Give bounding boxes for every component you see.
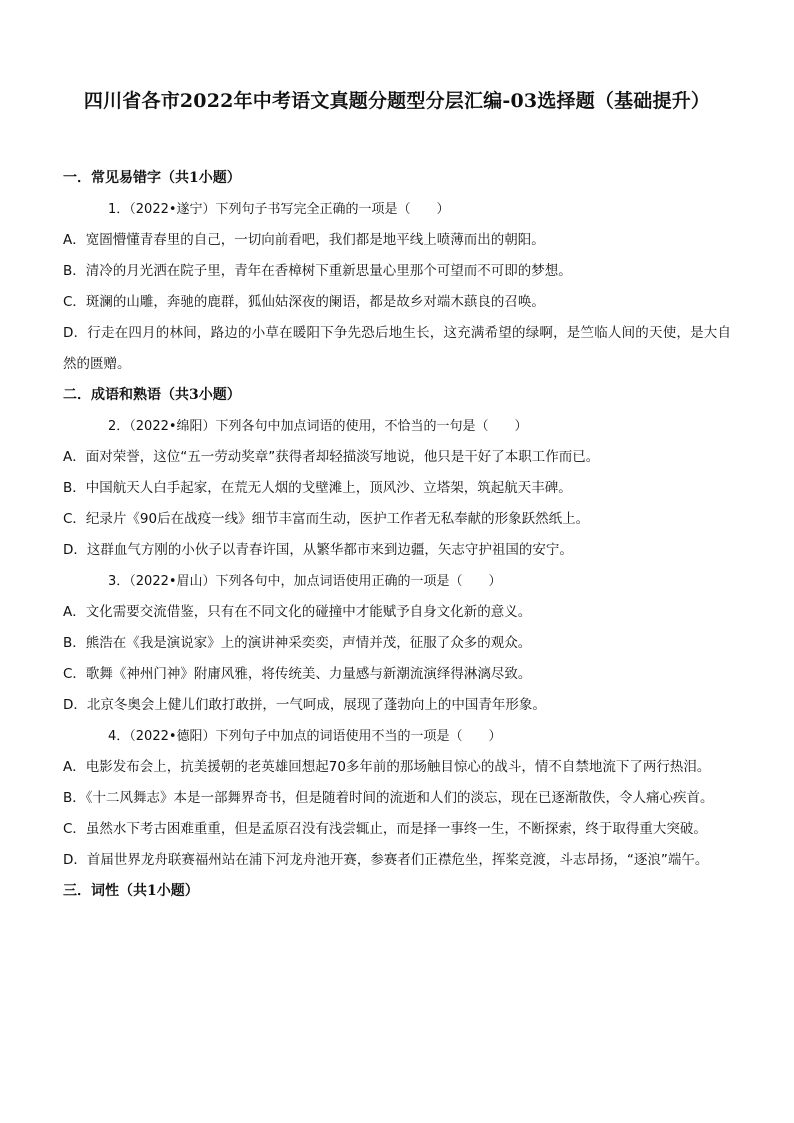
option-2-c: C．纪录片《90后在战疫一线》细节丰富而生动，医护工作者无私奉献的形象跃然纸上。 xyxy=(63,511,590,527)
option-3-b: B．熊浩在《我是演说家》上的演讲神采奕奕，声情并茂，征服了众多的观众。 xyxy=(63,635,532,651)
option-4-b: B．《十二风舞志》本是一部舞界奇书，但是随着时间的流逝和人们的淡忘，现在已逐渐散佚，令人痛心疾首。 xyxy=(63,790,714,806)
option-3-d: D．北京冬奥会上健儿们敢打敢拼，一气呵成，展现了蓬勃向上的中国青年形象。 xyxy=(63,697,546,713)
section-heading-3: 三．词性（共1小题） xyxy=(63,883,199,899)
option-4-d: D．首届世界龙舟联赛福州站在浦下河龙舟池开赛，参赛者们正襟危坐，挥桨竞渡，斗志昂扬，“逐浪”端午。 xyxy=(63,852,709,868)
document-body xyxy=(63,163,731,907)
option-4-a: A．电影发布会上，抗美援朝的老英雄回想起70多年前的那场触目惊心的战斗，情不自禁地流下了两行热泪。 xyxy=(63,759,711,775)
question-stem-3: 3．（2022•眉山）下列各句中，加点词语使用正确的一项是（ ） xyxy=(108,574,502,589)
option-2-a: A．面对荣誉，这位“五一劳动奖章”获得者却轻描淡写地说，他只是干好了本职工作而已。 xyxy=(63,449,600,465)
question-stem-2: 2．（2022•绵阳）下列各句中加点词语的使用，不恰当的一句是（ ） xyxy=(108,419,528,434)
option-1-c: C．斑澜的山雕，奔驰的鹿群，狐仙姑深夜的阑语，都是故乡对端木蕻良的召唤。 xyxy=(63,294,545,310)
option-3-c: C．歌舞《神州门神》附庸风雅，将传统美、力量感与新潮流演绎得淋漓尽致。 xyxy=(63,666,532,682)
option-1-d: D．行走在四月的林间，路边的小草在暖阳下争先恐后地生长，这充满希望的绿啊，是竺临人间的天使，是大自然的匮赠。 xyxy=(63,325,731,372)
section-heading-2: 二．成语和熟语（共3小题） xyxy=(63,387,241,403)
document-title: 四川省各市2022年中考语文真题分题型分层汇编-03选择题（基础提升） xyxy=(83,90,711,112)
option-2-b: B．中国航天人白手起家，在荒无人烟的戈壁滩上，顶风沙、立塔架，筑起航天丰碑。 xyxy=(63,480,572,496)
section-heading-1: 一．常见易错字（共1小题） xyxy=(63,170,241,186)
option-3-a: A．文化需要交流借鉴，只有在不同文化的碰撞中才能赋予自身文化新的意义。 xyxy=(63,604,532,620)
option-1-b: B．清冷的月光洒在院子里，青年在香樟树下重新思量心里那个可望而不可即的梦想。 xyxy=(63,263,572,279)
option-4-c: C．虽然水下考古困难重重，但是孟原召没有浅尝辄止，而是择一事终一生，不断探索，终于取得重大突破。 xyxy=(63,821,707,837)
option-1-a: A．宽圄懵懂青春里的自己，一切向前看吧，我们都是地平线上喷薄而出的朝阳。 xyxy=(63,232,545,248)
question-stem-4: 4．（2022•德阳）下列句子中加点的词语使用不当的一项是（ ） xyxy=(108,729,502,744)
option-2-d: D．这群血气方刚的小伙子以青春许国，从繁华都市来到边疆，矢志守护祖国的安宁。 xyxy=(63,542,573,558)
question-stem-1: 1．（2022•遂宁）下列句子书写完全正确的一项是（ ） xyxy=(108,202,450,217)
